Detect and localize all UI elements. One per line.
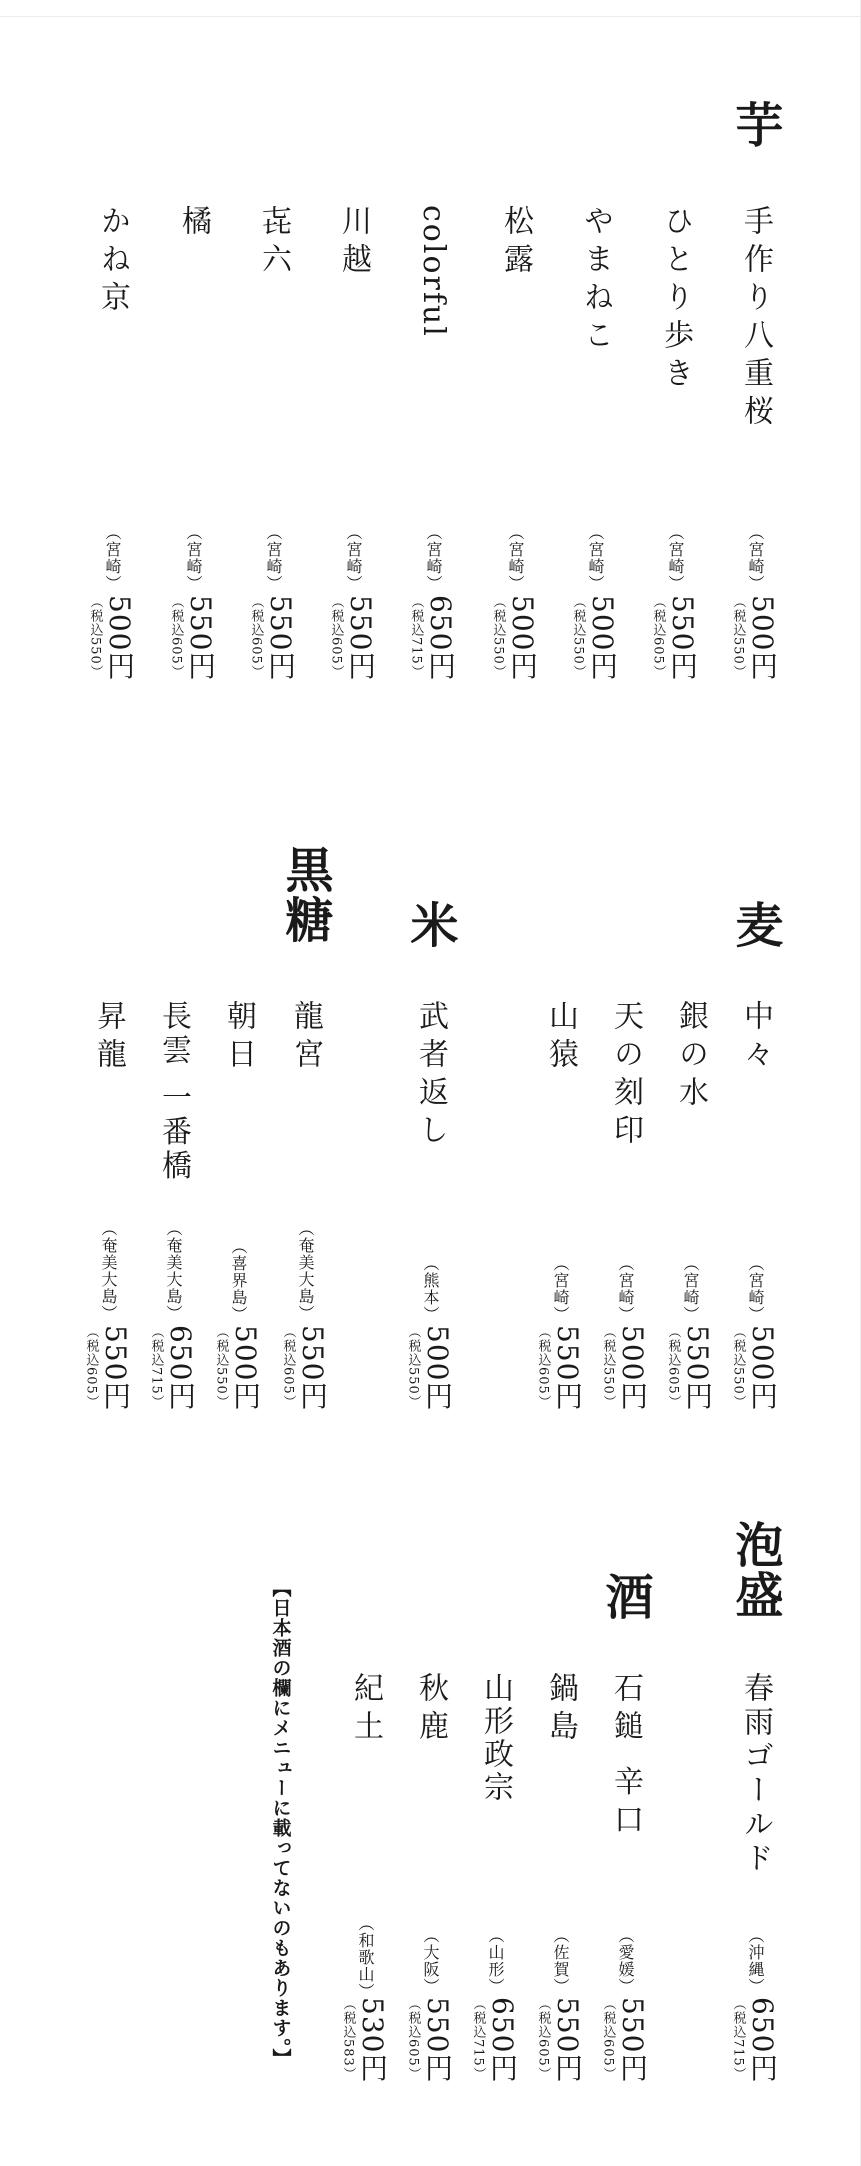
item-province: （宮崎） (103, 524, 122, 592)
item-price: 500円 (746, 1325, 779, 1411)
item-province: （宮崎） (184, 524, 203, 592)
item-price: 500円 (506, 595, 539, 681)
item-province: （奄美大島） (99, 1220, 118, 1322)
item-province: （奄美大島） (296, 1220, 315, 1322)
item-price: 550円 (681, 1325, 714, 1411)
item-tax: （税込715） (470, 1997, 486, 2081)
item-name: 鍋島 (543, 1672, 578, 1748)
item-province: （沖縄） (746, 1927, 765, 1995)
item-name: 山形政宗 (478, 1672, 513, 1804)
item-name: 橘 (176, 205, 211, 243)
item-tax: （税込605） (405, 1997, 421, 2081)
item-name: 手作り八重桜 (738, 205, 773, 433)
item-tax: （税込715） (730, 1997, 746, 2081)
item-tax: （税込550） (730, 1325, 746, 1409)
item-price: 550円 (616, 1997, 649, 2083)
item-tax: （税込605） (650, 595, 666, 679)
item-province: （宮崎） (746, 1255, 765, 1323)
item-name: 松露 (498, 205, 533, 281)
item-price: 550円 (264, 595, 297, 681)
item-tax: （税込715） (408, 595, 424, 679)
item-province: （宮崎） (551, 1255, 570, 1323)
item-province: （宮崎） (586, 524, 605, 592)
item-name: 石鎚 辛口 (608, 1672, 643, 1842)
item-province: （宮崎） (746, 524, 765, 592)
item-price: 550円 (551, 1997, 584, 2083)
item-name: 長雲 一番橋 (156, 1000, 191, 1184)
item-tax: （税込605） (535, 1997, 551, 2081)
item-tax: （税込605） (248, 595, 264, 679)
item-province: （和歌山） (356, 1915, 375, 2000)
item-tax: （税込550） (490, 595, 506, 679)
item-price: 650円 (746, 1997, 779, 2083)
heading-imo: 芋 (727, 100, 783, 150)
item-tax: （税込605） (328, 595, 344, 679)
item-price: 650円 (424, 595, 457, 681)
item-name: 武者返し (413, 1000, 448, 1152)
item-tax: （税込550） (405, 1325, 421, 1409)
item-name: 山猿 (543, 1000, 578, 1076)
item-price: 530円 (356, 1997, 389, 2083)
item-name: 川越 (336, 205, 371, 281)
item-tax: （税込715） (148, 1325, 164, 1409)
item-province: （宮崎） (424, 524, 443, 592)
item-price: 650円 (164, 1325, 197, 1411)
item-province: （宮崎） (681, 1255, 700, 1323)
item-tax: （税込550） (730, 595, 746, 679)
item-price: 500円 (586, 595, 619, 681)
item-name: 紀土 (348, 1672, 383, 1748)
item-name: 銀の水 (673, 1000, 708, 1114)
item-price: 550円 (421, 1997, 454, 2083)
item-name: 秋鹿 (413, 1672, 448, 1748)
item-tax: （税込583） (340, 1997, 356, 2081)
item-province: （喜界島） (229, 1238, 248, 1323)
item-name: 春雨ゴールド (738, 1672, 773, 1876)
item-price: 550円 (551, 1325, 584, 1411)
item-tax: （税込605） (280, 1325, 296, 1409)
item-province: （山形） (486, 1927, 505, 1995)
item-province: （宮崎） (344, 524, 363, 592)
item-name: ひとり歩き (658, 205, 693, 395)
item-name: 中々 (738, 1000, 773, 1076)
item-name: colorful (416, 205, 451, 338)
item-price: 500円 (421, 1325, 454, 1411)
item-tax: （税込550） (87, 595, 103, 679)
item-name: 㐂六 (256, 205, 291, 281)
item-province: （熊本） (421, 1255, 440, 1323)
item-price: 500円 (229, 1325, 262, 1411)
item-province: （大阪） (421, 1927, 440, 1995)
item-price: 500円 (103, 595, 136, 681)
item-province: （奄美大島） (164, 1220, 183, 1322)
top-divider (0, 16, 861, 17)
heading-kokuto: 黒糖 (277, 845, 333, 945)
item-tax: （税込550） (213, 1325, 229, 1409)
item-province: （愛媛） (616, 1927, 635, 1995)
item-tax: （税込605） (168, 595, 184, 679)
heading-kome: 米 (402, 900, 458, 950)
item-price: 550円 (184, 595, 217, 681)
heading-sake: 酒 (597, 1572, 653, 1622)
item-price: 650円 (486, 1997, 519, 2083)
item-name: 龍宮 (288, 1000, 323, 1076)
item-name: やまねこ (578, 205, 613, 357)
item-name: 昇龍 (91, 1000, 126, 1076)
menu-note: 【日本酒の欄にメニューに載ってないのもあります。】 (269, 1578, 292, 2069)
heading-awamori: 泡盛 (727, 1520, 783, 1620)
item-tax: （税込550） (570, 595, 586, 679)
item-price: 500円 (616, 1325, 649, 1411)
item-province: （佐賀） (551, 1927, 570, 1995)
item-tax: （税込605） (600, 1997, 616, 2081)
item-tax: （税込550） (600, 1325, 616, 1409)
item-price: 500円 (746, 595, 779, 681)
item-price: 550円 (296, 1325, 329, 1411)
heading-mugi: 麦 (727, 900, 783, 950)
item-price: 550円 (666, 595, 699, 681)
item-province: （宮崎） (616, 1255, 635, 1323)
item-name: かね京 (95, 205, 130, 319)
item-tax: （税込605） (83, 1325, 99, 1409)
item-province: （宮崎） (264, 524, 283, 592)
item-tax: （税込605） (535, 1325, 551, 1409)
item-name: 朝日 (221, 1000, 256, 1076)
item-price: 550円 (344, 595, 377, 681)
item-province: （宮崎） (666, 524, 685, 592)
item-tax: （税込605） (665, 1325, 681, 1409)
item-province: （宮崎） (506, 524, 525, 592)
item-name: 天の刻印 (608, 1000, 643, 1152)
item-price: 550円 (99, 1325, 132, 1411)
